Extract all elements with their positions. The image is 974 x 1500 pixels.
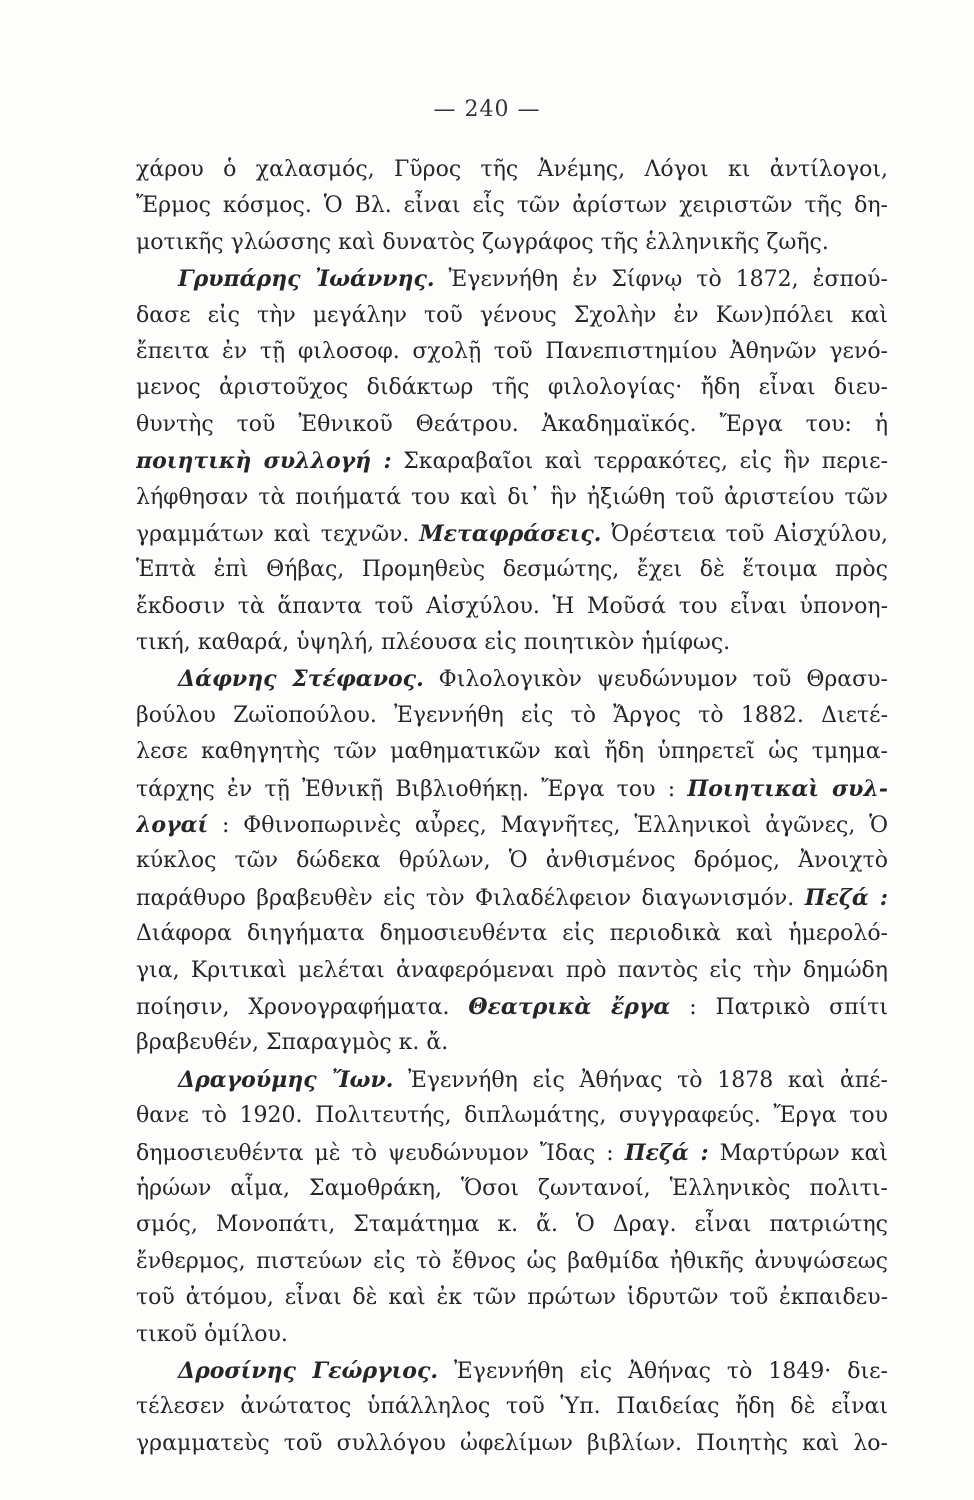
text-line	[136, 1098, 888, 1134]
text-fragment: χάρου ὁ χαλασμός, Γῦρος τῆς Ἀνέμης, Λόγοι κι ἀντίλογοι,	[136, 157, 888, 182]
text-fragment: ἔπειτα ἐν τῇ φιλοσοφ. σχολῇ τοῦ Πανεπιστημίου Ἀθηνῶν γενό-	[136, 338, 888, 364]
entry-heading: Πεζά :	[624, 1139, 709, 1166]
text-fragment: : Πατρικὸ σπίτι	[670, 994, 888, 1020]
text-fragment: τέλεσεν ἀνώτατος ὑπάλληλος τοῦ Ὑπ. Παιδείας ἤδη δὲ εἶναι	[136, 1394, 888, 1420]
text-line	[136, 225, 888, 261]
text-fragment: Ἐγεννήθη εἰς Ἀθήνας τὸ 1878 καὶ ἀπέ-	[393, 1067, 888, 1093]
text-line	[136, 1426, 888, 1462]
entry-heading: Δάφνης Στέφανος.	[178, 666, 424, 693]
text-fragment: τικοῦ ὁμίλου.	[136, 1321, 288, 1347]
entry-heading: Θεατρικὰ ἔργα	[468, 993, 671, 1020]
text-line	[136, 1062, 888, 1098]
text-fragment: σμός, Μονοπάτι, Σταμάτημα κ. ἄ. Ὁ Δραγ. εἶναι πατριώτης	[136, 1212, 888, 1238]
text-fragment: θυντὴς τοῦ Ἐθνικοῦ Θεάτρου. Ἀκαδημαϊκός. Ἔργα του: ἡ	[136, 411, 888, 437]
text-line	[136, 734, 888, 770]
text-fragment: γραμμάτων καὶ τεχνῶν.	[136, 521, 420, 547]
entry-heading: λογαί	[136, 812, 209, 839]
text-fragment: θανε τὸ 1920. Πολιτευτής, διπλωμάτης, συγγραφεύς. Ἔργα του	[136, 1103, 888, 1129]
entry-heading: Γρυπάρης Ἰωάννης.	[178, 266, 435, 293]
text-line	[136, 1207, 888, 1243]
text-line	[136, 1317, 888, 1353]
text-line	[136, 625, 888, 661]
text-line	[136, 807, 888, 843]
text-fragment: μοτικῆς γλώσσης καὶ δυνατὸς ζωγράφος τῆς ἑλληνικῆς ζωῆς.	[136, 229, 829, 255]
text-line	[136, 261, 888, 297]
text-line	[136, 589, 888, 625]
text-fragment: Φιλολογικὸν ψευδώνυμον τοῦ Θρασυ-	[423, 667, 888, 693]
entry-heading: Ποιητικαὶ συλ-	[687, 775, 888, 802]
text-line	[136, 916, 888, 952]
text-line	[136, 880, 888, 916]
text-fragment: Ἔρμος κόσμος. Ὁ Βλ. εἶναι εἷς τῶν ἀρίστων χειριστῶν τῆς δη-	[136, 193, 888, 219]
text-line	[136, 407, 888, 443]
text-line	[136, 334, 888, 370]
text-line	[136, 1389, 888, 1425]
text-line	[136, 1135, 888, 1171]
text-fragment: γραμματεὺς τοῦ συλλόγου ὠφελίμων βιβλίων. Ποιητὴς καὶ λο-	[136, 1430, 888, 1456]
text-line	[136, 552, 888, 588]
text-fragment: Ἑπτὰ ἐπὶ Θήβας, Προμηθεὺς δεσμώτης, ἔχει δὲ ἕτοιμα πρὸς	[136, 557, 888, 583]
text-line	[136, 1244, 888, 1280]
entry-heading: Δραγούμης Ἴων.	[178, 1066, 394, 1093]
text-line	[136, 1171, 888, 1207]
text-line	[136, 443, 888, 479]
text-fragment: λήφθησαν τὰ ποιήματά του καὶ δι᾿ ἣν ἠξιώθη τοῦ ἀριστείου τῶν	[136, 484, 888, 510]
body-text	[136, 152, 888, 1462]
text-line	[136, 516, 888, 552]
text-fragment: για, Κριτικαὶ μελέται ἀναφερόμεναι πρὸ παντὸς εἰς τὴν δημώδη	[136, 957, 888, 983]
text-fragment: βραβευθέν, Σπαραγμὸς κ. ἄ.	[136, 1030, 449, 1056]
text-fragment: Ἐγεννήθη εἰς Ἀθήνας τὸ 1849· διε-	[438, 1358, 888, 1384]
text-fragment: κύκλος τῶν δώδεκα θρύλων, Ὁ ἀνθισμένος δρόμος, Ἀνοιχτὸ	[136, 848, 888, 874]
entry-heading: ποιητικὴ συλλογή :	[136, 448, 392, 475]
text-line	[136, 152, 888, 188]
text-fragment: λεσε καθηγητὴς τῶν μαθηματικῶν καὶ ἤδη ὑπηρετεῖ ὡς τμημα-	[136, 739, 888, 765]
text-fragment: ἔκδοσιν τὰ ἅπαντα τοῦ Αἰσχύλου. Ἡ Μοῦσά του εἶναι ὑπονοη-	[136, 593, 888, 619]
text-line	[136, 843, 888, 879]
text-fragment: βούλου Ζωϊοπούλου. Ἐγεννήθη εἰς τὸ Ἄργος τὸ 1882. Διετέ-	[136, 702, 888, 728]
text-line	[136, 661, 888, 697]
text-fragment: ἡρώων αἷμα, Σαμοθράκη, Ὅσοι ζωντανοί, Ἑλληνικὸς πολιτι-	[136, 1175, 888, 1201]
text-line	[136, 989, 888, 1025]
text-fragment: : Φθινοπωρινὲς αὖρες, Μαγνῆτες, Ἑλληνικοὶ ἀγῶνες, Ὁ	[208, 813, 888, 839]
text-line	[136, 1025, 888, 1061]
text-fragment: ποίησιν, Χρονογραφήματα.	[136, 994, 469, 1020]
text-line	[136, 188, 888, 224]
text-line	[136, 370, 888, 406]
text-fragment: παράθυρο βραβευθὲν εἰς τὸν Φιλαδέλφειον διαγωνισμόν.	[136, 885, 805, 911]
entry-heading: Μεταφράσεις.	[419, 520, 602, 547]
text-line	[136, 480, 888, 516]
text-fragment: μενος ἀριστοῦχος διδάκτωρ τῆς φιλολογίας· ἤδη εἶναι διευ-	[136, 375, 888, 401]
text-line	[136, 698, 888, 734]
text-fragment: Σκαραβαῖοι καὶ τερρακότες, εἰς ἣν περιε-	[391, 449, 888, 475]
text-fragment: ἔνθερμος, πιστεύων εἰς τὸ ἔθνος ὡς βαθμίδα ἠθικῆς ἀνυψώσεως	[136, 1248, 888, 1274]
text-fragment: Μαρτύρων καὶ	[708, 1140, 888, 1166]
text-line	[136, 1280, 888, 1316]
entry-heading: Πεζά :	[804, 884, 888, 911]
text-line	[136, 771, 888, 807]
text-line	[136, 953, 888, 989]
text-fragment: τοῦ ἀτόμου, εἶναι δὲ καὶ ἐκ τῶν πρώτων ἱδρυτῶν τοῦ ἐκπαιδευ-	[136, 1285, 888, 1311]
entry-heading: Δροσίνης Γεώργιος.	[178, 1357, 439, 1384]
text-line	[136, 1353, 888, 1389]
text-line	[136, 298, 888, 334]
text-fragment: Διάφορα διηγήματα δημοσιευθέντα εἰς περιοδικὰ καὶ ἡμερολό-	[136, 921, 888, 947]
text-fragment: τική, καθαρά, ὑψηλή, πλέουσα εἰς ποιητικὸν ἡμίφως.	[136, 630, 731, 656]
text-fragment: δημοσιευθέντα μὲ τὸ ψευδώνυμον Ἴδας :	[136, 1140, 625, 1166]
text-fragment: τάρχης ἐν τῇ Ἐθνικῇ Βιβλιοθήκῃ. Ἔργα του :	[136, 776, 688, 802]
text-fragment: Ὀρέστεια τοῦ Αἰσχύλου,	[601, 521, 888, 547]
text-fragment: δασε εἰς τὴν μεγάλην τοῦ γένους Σχολὴν ἐν Κων)πόλει καὶ	[136, 302, 888, 328]
page-number: — 240 —	[433, 97, 541, 122]
text-fragment: Ἐγεννήθη ἐν Σίφνῳ τὸ 1872, ἐσπού-	[434, 267, 888, 293]
